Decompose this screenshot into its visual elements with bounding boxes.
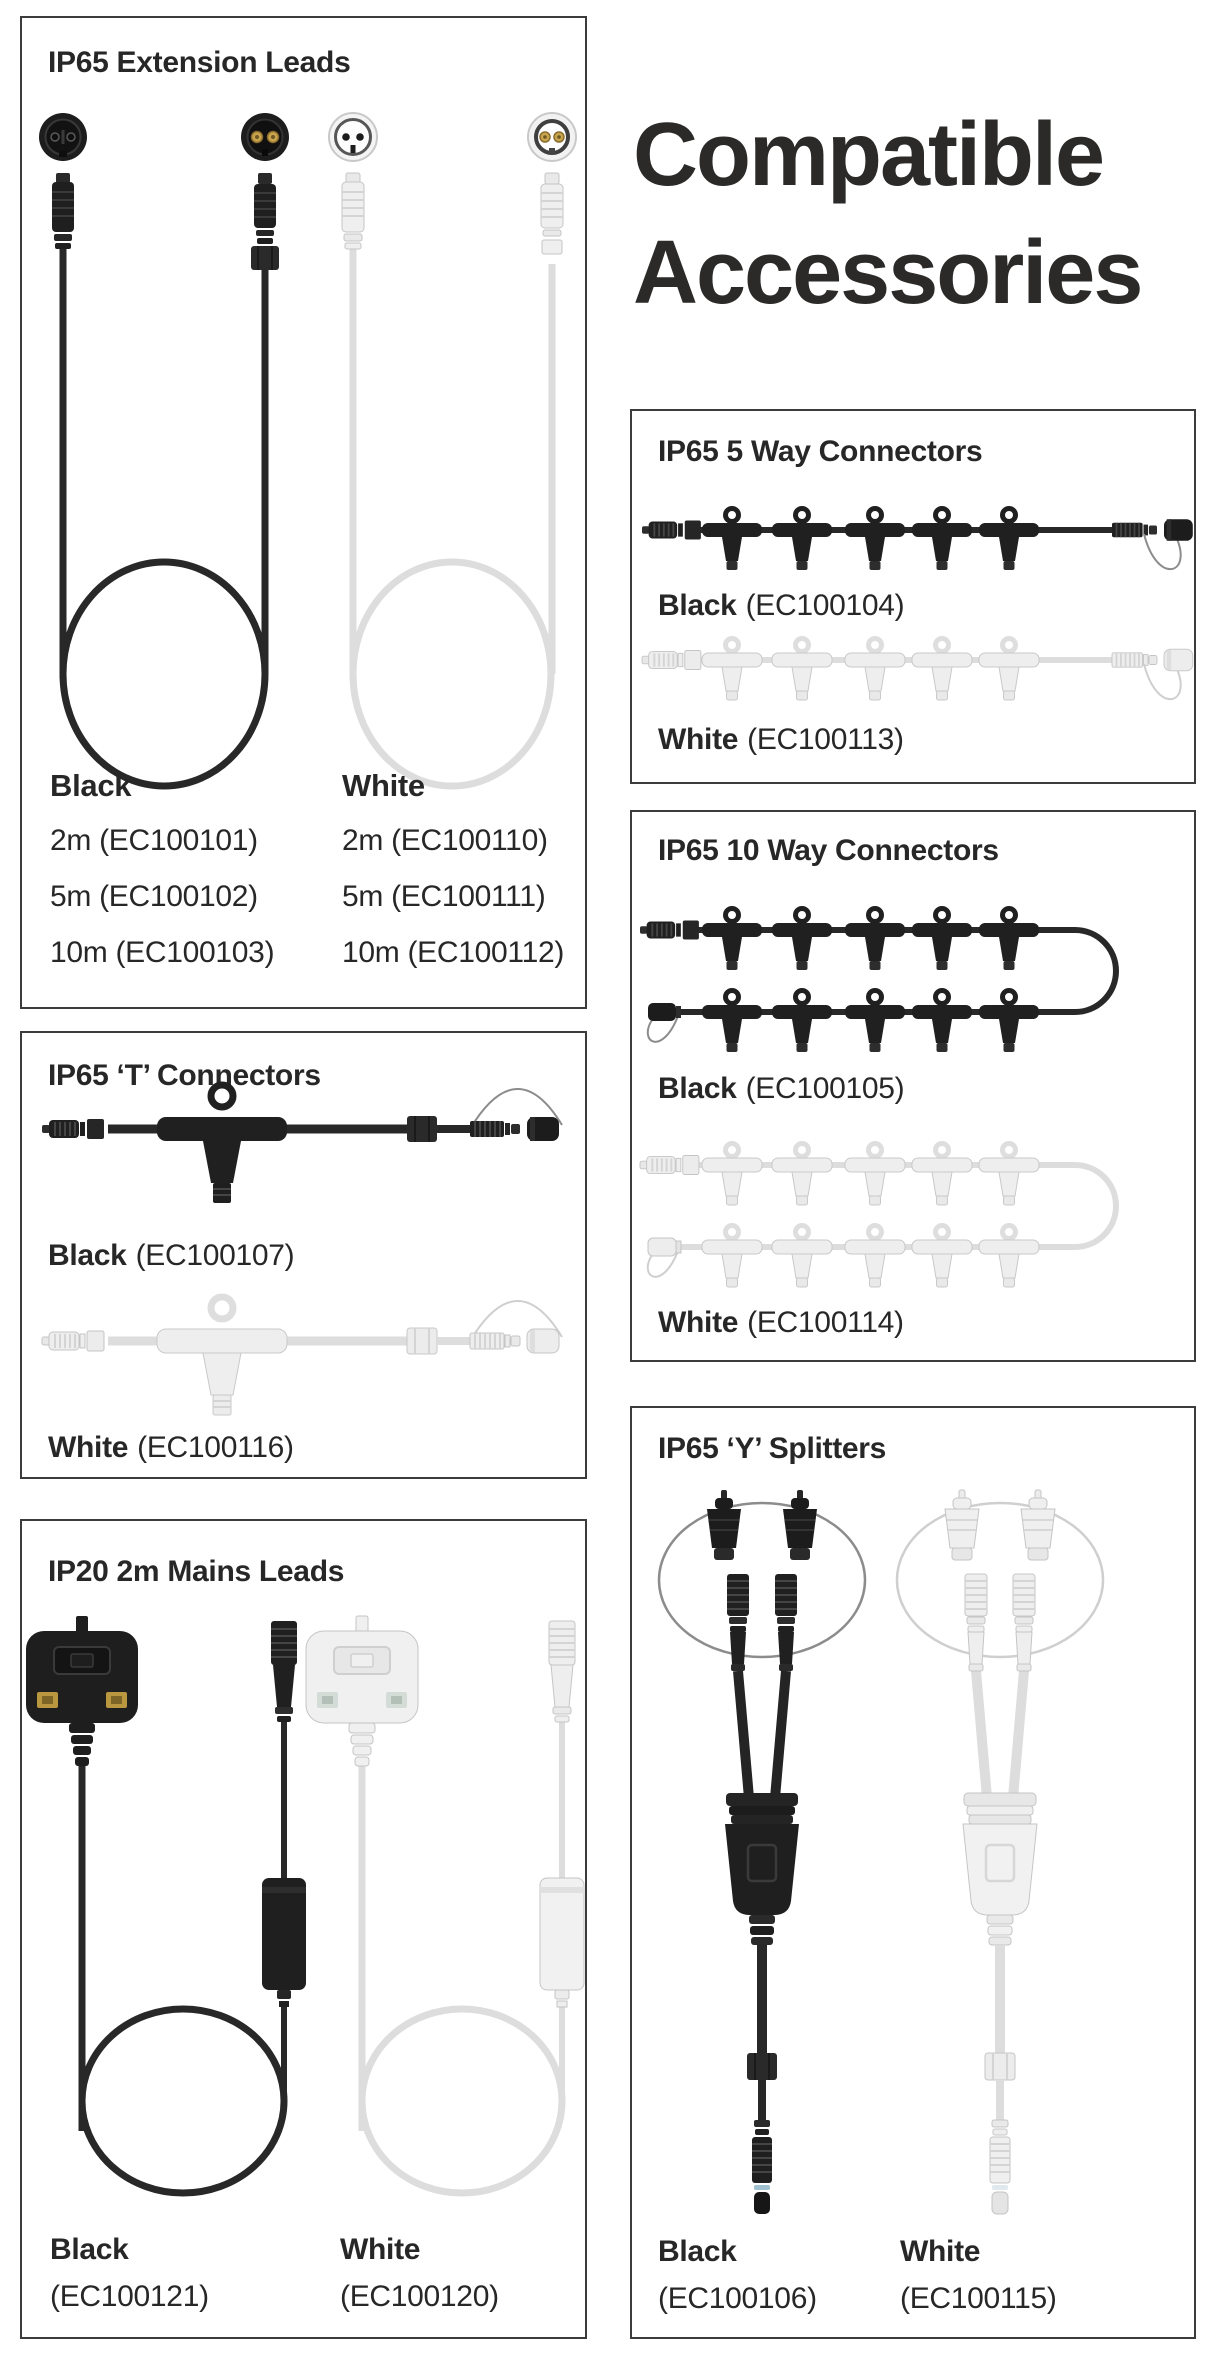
mains-white-code: (EC100120) <box>340 2280 499 2313</box>
extension-white-5m: 5m (EC100111) <box>342 880 546 913</box>
five-way-black-label <box>658 589 904 623</box>
mains-leads-illustration <box>22 1521 585 2337</box>
mains-black-name: Black <box>50 2233 129 2266</box>
page-title <box>633 96 1141 332</box>
t-connectors-white-code: (EC100116) <box>137 1431 294 1464</box>
ten-way-black-label <box>658 1072 904 1106</box>
mains-white-label <box>340 2233 499 2314</box>
y-splitters-white-label <box>900 2235 1057 2316</box>
five-way-title: IP65 5 Way Connectors <box>658 435 983 468</box>
extension-leads-title: IP65 Extension Leads <box>48 46 351 79</box>
panel-5-way-connectors <box>630 409 1196 784</box>
mains-black-code: (EC100121) <box>50 2280 209 2313</box>
t-connectors-black-label <box>48 1239 294 1273</box>
five-way-black-name: Black <box>658 589 737 622</box>
mains-white-name: White <box>340 2233 421 2266</box>
panel-extension-leads <box>20 16 587 1009</box>
ten-way-white-name: White <box>658 1306 739 1339</box>
mains-leads-title: IP20 2m Mains Leads <box>48 1555 345 1588</box>
extension-black-header: Black <box>50 768 132 803</box>
y-splitters-black-label <box>658 2235 817 2316</box>
ten-way-black-name: Black <box>658 1072 737 1105</box>
t-connectors-white-name: White <box>48 1431 129 1464</box>
y-splitters-black-name: Black <box>658 2235 737 2268</box>
extension-black-5m: 5m (EC100102) <box>50 880 258 913</box>
ten-way-title: IP65 10 Way Connectors <box>658 834 999 867</box>
five-way-white-label <box>658 723 904 757</box>
ten-way-white-code: (EC100114) <box>747 1306 904 1339</box>
page-title-line1: Compatible <box>633 105 1104 205</box>
extension-white-10m: 10m (EC100112) <box>342 936 565 969</box>
extension-white-2m: 2m (EC100110) <box>342 824 548 857</box>
ten-way-black-code: (EC100105) <box>745 1072 905 1105</box>
panel-y-splitters <box>630 1406 1196 2339</box>
extension-white-header: White <box>342 768 425 803</box>
mains-black-label <box>50 2233 209 2314</box>
panel-10-way-connectors <box>630 810 1196 1362</box>
panel-t-connectors <box>20 1031 587 1479</box>
y-splitters-white-name: White <box>900 2235 981 2268</box>
t-connectors-title: IP65 ‘T’ Connectors <box>48 1059 321 1092</box>
extension-leads-illustration <box>22 18 585 1007</box>
five-way-white-code: (EC100113) <box>747 723 904 756</box>
page-title-line2: Accessories <box>633 223 1142 323</box>
t-connectors-black-name: Black <box>48 1239 127 1272</box>
five-way-white-name: White <box>658 723 739 756</box>
y-splitters-title: IP65 ‘Y’ Splitters <box>658 1432 887 1465</box>
t-connectors-white-label <box>48 1431 294 1465</box>
y-splitters-illustration <box>632 1408 1194 2337</box>
ten-way-white-label <box>658 1306 904 1340</box>
extension-black-10m: 10m (EC100103) <box>50 936 275 969</box>
five-way-black-code: (EC100104) <box>745 589 905 622</box>
extension-black-2m: 2m (EC100101) <box>50 824 258 857</box>
t-connectors-black-code: (EC100107) <box>135 1239 295 1272</box>
y-splitters-black-code: (EC100106) <box>658 2282 817 2315</box>
panel-mains-leads <box>20 1519 587 2339</box>
y-splitters-white-code: (EC100115) <box>900 2282 1057 2315</box>
